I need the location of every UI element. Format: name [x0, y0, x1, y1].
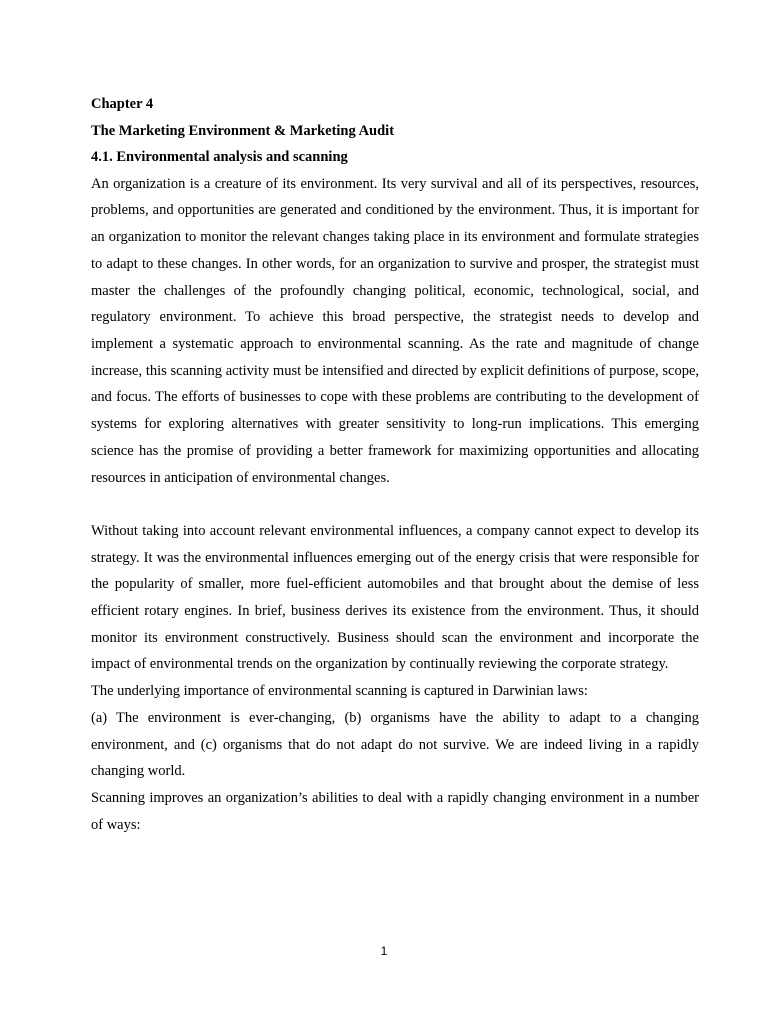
section-heading: 4.1. Environmental analysis and scanning	[91, 149, 348, 166]
paragraph-darwinian-laws: The underlying importance of environmental scanning is captured in Darwinian laws:	[91, 683, 588, 700]
paragraph-spacer	[91, 491, 699, 518]
document-page	[91, 91, 699, 838]
paragraph-scanning-improves: Scanning improves an organization’s abilities to deal with a rapidly changing environment in a number of ways:	[91, 789, 699, 833]
chapter-heading: Chapter 4	[91, 96, 154, 112]
paragraph-intro: An organization is a creature of its environment. Its very survival and all of its perspectives, resources, problems, and opportunities are generated and conditioned by the environment. Thus, it is important for an organization to monitor the relevant changes taking place in its environment and formulate strategies to adapt to these changes. In other words, for an organization to survive and prosper, the strategist must master the challenges of the profoundly changing political, economic, technological, social, and regulatory environment. To achieve this broad perspective, the strategist needs to develop and implement a systematic approach to environmental scanning. As the rate and magnitude of change increase, this scanning activity must be intensified and directed by explicit definitions of purpose, scope, and focus. The efforts of businesses to cope with these problems are contributing to the development of systems for exploring alternatives with greater sensitivity to long-run implications. This emerging science has the promise of providing a better framework for maximizing opportunities and allocating resources in anticipation of environmental changes.	[91, 175, 699, 486]
page-number: 1	[380, 944, 388, 958]
chapter-title: The Marketing Environment & Marketing Audit	[91, 122, 395, 139]
paragraph-environmental-influences: Without taking into account relevant environmental influences, a company cannot expect to develop its strategy. It was the environmental influences emerging out of the energy crisis that were responsible for the popularity of smaller, more fuel-efficient automobiles and that brought about the demise of less efficient rotary engines. In brief, business derives its existence from the environment. Thus, it should monitor its environment constructively. Business should scan the environment and incorporate the impact of environmental trends on the organization by continually reviewing the corporate strategy.	[91, 522, 699, 673]
paragraph-darwinian-list: (a) The environment is ever-changing, (b) organisms have the ability to adapt to a changing environment, and (c) organisms that do not adapt do not survive. We are indeed living in a rapidly changing world.	[91, 709, 699, 780]
